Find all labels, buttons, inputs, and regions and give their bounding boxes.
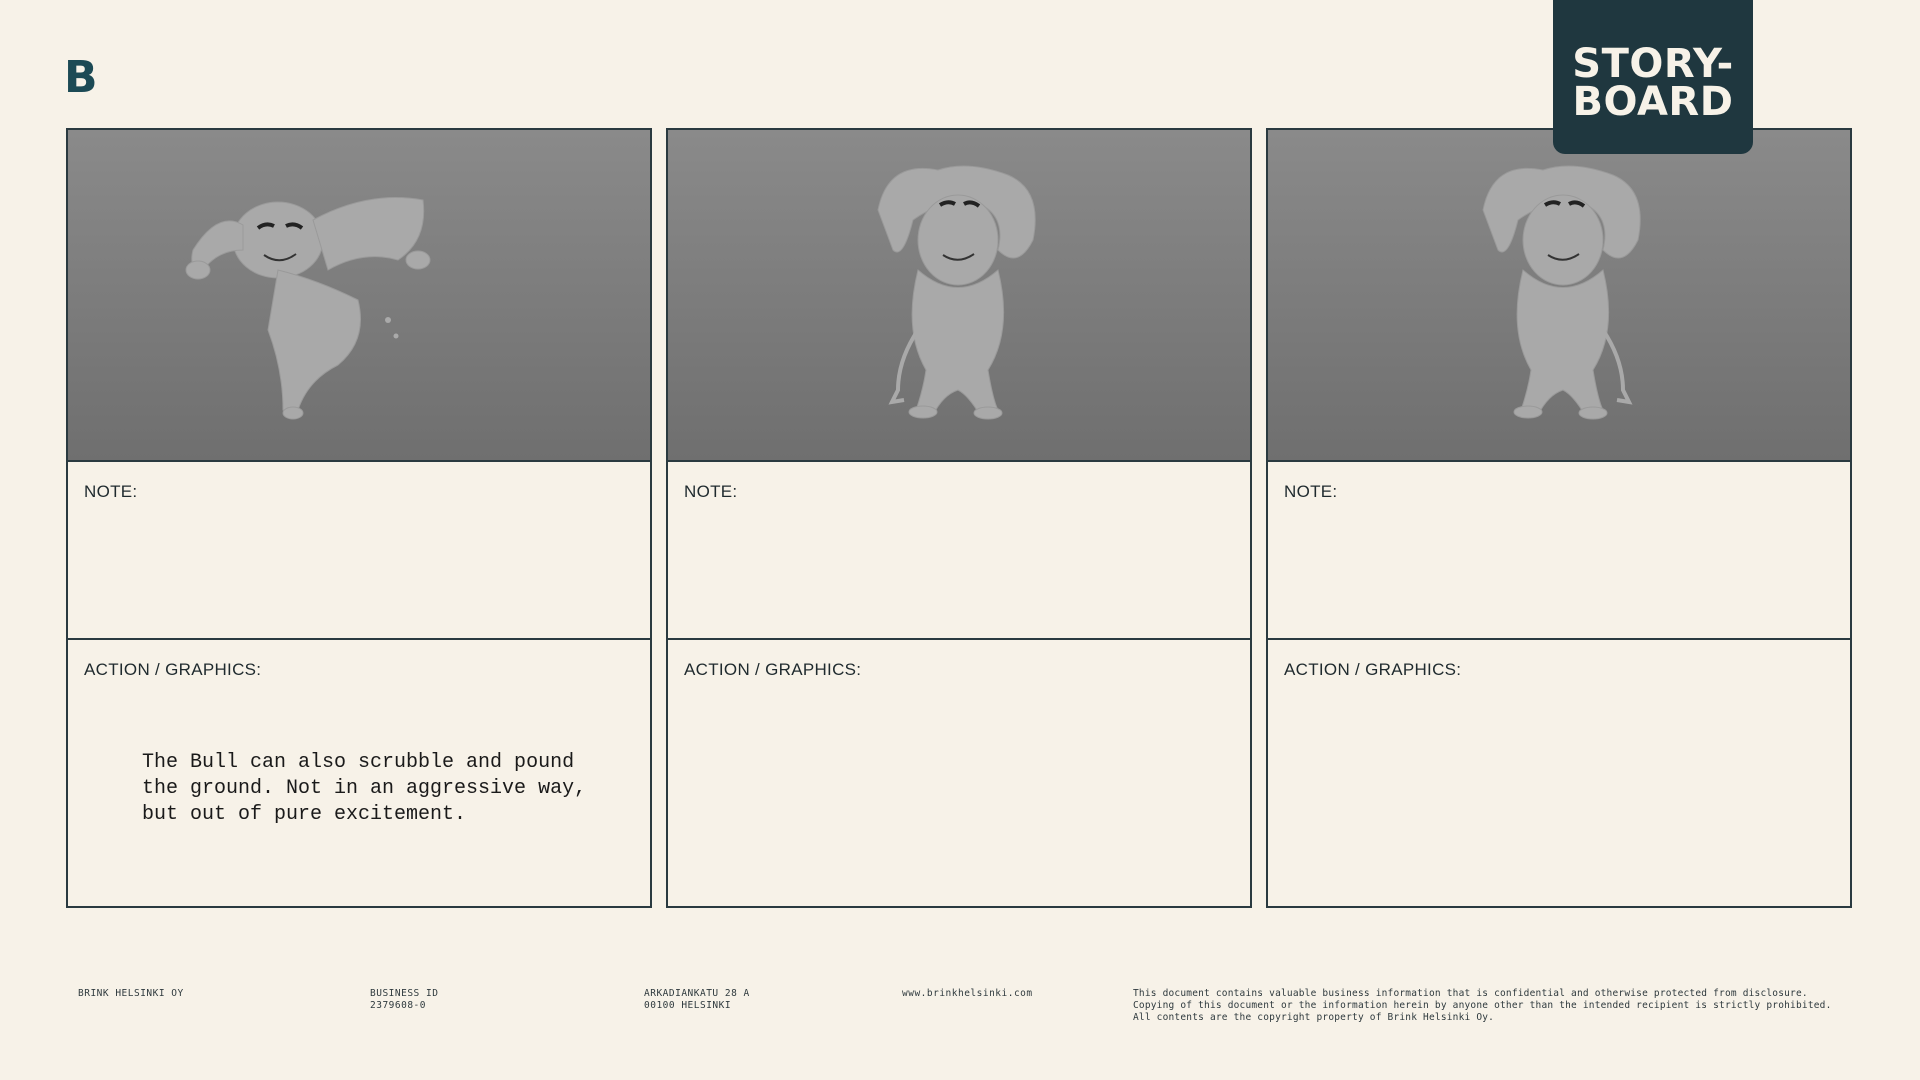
panel-3-image-frame [1268, 130, 1850, 462]
panel-3-action-area[interactable] [1268, 640, 1850, 906]
footer-legal-notice [1133, 988, 1833, 1024]
company-name: BRINK HELSINKI OY [78, 988, 184, 999]
badge-line-2: BOARD [1572, 79, 1734, 125]
storyboard-panel-2 [666, 128, 1252, 908]
panel-2-image-frame [668, 130, 1250, 462]
action-description: The Bull can also scrubble and pound the ground. Not in an aggressive way, but out of pure excitement. [142, 751, 587, 826]
note-label: NOTE: [684, 482, 738, 501]
storyboard-panel-1 [66, 128, 652, 908]
storyboard-panel-3 [1266, 128, 1852, 908]
panel-2-note-area[interactable] [668, 462, 1250, 640]
footer-company [78, 988, 184, 1000]
panel-1-action-area[interactable] [68, 640, 650, 906]
panel-1-image-frame [68, 130, 650, 462]
legal-text: This document contains valuable business information that is confidential and otherwise protected from disclosure. Copying of this document or the information herein by anyone other than the intended recipient is strictly prohibited. All contents are the copyright property of Brink Helsinki Oy. [1133, 988, 1832, 1023]
brink-logo: B [64, 52, 97, 103]
badge-line-1: STORY- [1572, 41, 1734, 87]
action-graphics-label: ACTION / GRAPHICS: [84, 660, 262, 679]
business-id-value: 2379608-0 [370, 1000, 426, 1011]
address-line-2: 00100 HELSINKI [644, 1000, 732, 1011]
panel-3-note-area[interactable] [1268, 462, 1850, 640]
note-label: NOTE: [84, 482, 138, 501]
address-line-1: ARKADIANKATU 28 A [644, 988, 750, 999]
action-graphics-label: ACTION / GRAPHICS: [684, 660, 862, 679]
panel-2-action-area[interactable] [668, 640, 1250, 906]
note-label: NOTE: [1284, 482, 1338, 501]
footer-address [644, 988, 750, 1012]
bull-sketch-standing [1268, 130, 1850, 460]
storyboard-badge [1553, 0, 1753, 154]
bull-sketch-jumping [68, 130, 650, 460]
panel-1-note-area[interactable] [68, 462, 650, 640]
website-link[interactable]: www.brinkhelsinki.com [902, 988, 1033, 999]
business-id-label: BUSINESS ID [370, 988, 439, 999]
footer-business-id [370, 988, 438, 1012]
bull-sketch-standing [668, 130, 1250, 460]
action-graphics-label: ACTION / GRAPHICS: [1284, 660, 1462, 679]
footer-website [902, 988, 1033, 1000]
